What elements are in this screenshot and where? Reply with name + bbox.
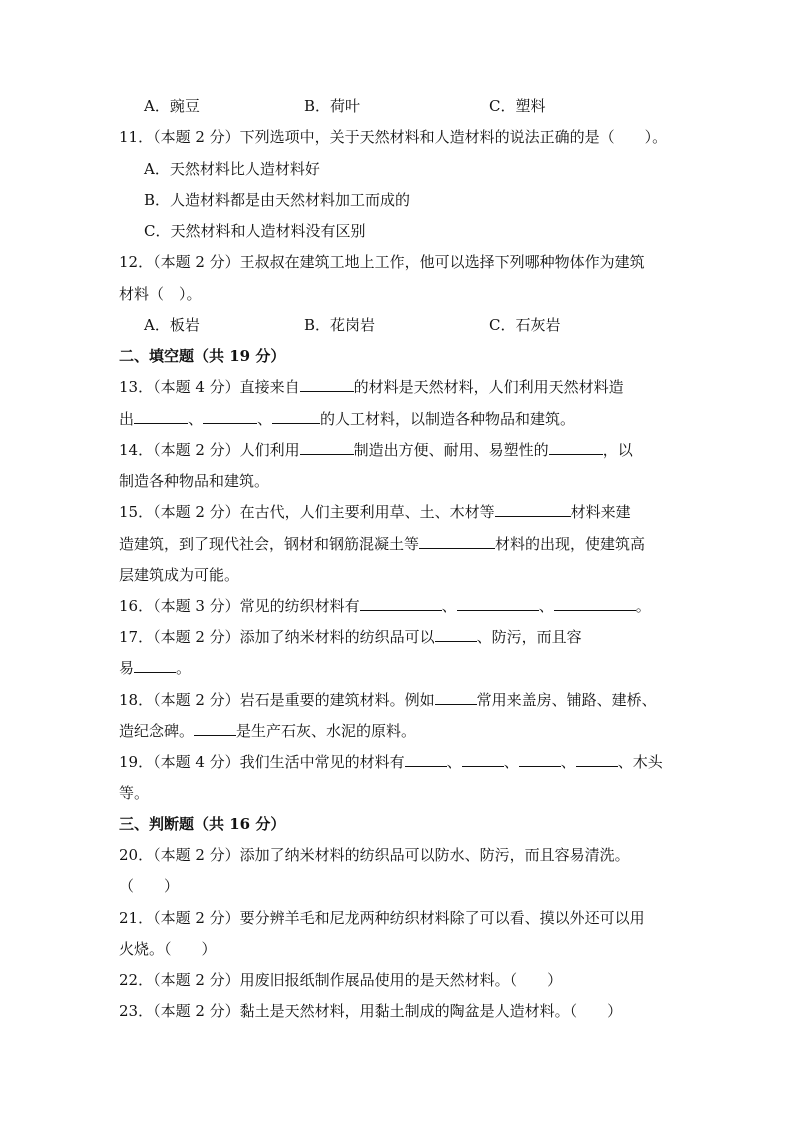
section-fill-blank-title: 二、填空题（共 19 分）	[119, 347, 286, 365]
q13-blank-2[interactable]	[134, 409, 188, 424]
q13-text-d: 、	[188, 410, 204, 428]
q23-stem[interactable]: 23．（本题 2 分）黏土是天然材料，用黏土制成的陶盆是人造材料。（ ）	[119, 1002, 623, 1020]
q13-line2	[119, 409, 575, 429]
q21-stem-cont[interactable]: 火烧。（ ）	[119, 940, 217, 958]
q12-option-a: A．板岩	[144, 316, 200, 334]
q19-sep-3: 、	[560, 753, 576, 771]
q14-line1	[119, 440, 633, 460]
q15-line2	[119, 534, 645, 554]
q17-blank-1[interactable]	[435, 627, 477, 642]
q19-sep-2: 、	[503, 753, 519, 771]
q15-text-c: 造建筑，到了现代社会，钢材和钢筋混凝土等	[119, 535, 420, 553]
q12-stem: 12．（本题 2 分）王叔叔在建筑工地上工作，他可以选择下列哪种物体作为建筑	[119, 253, 645, 271]
q20-answer-bracket[interactable]: （ ）	[119, 877, 180, 895]
q11-stem: 11．（本题 2 分）下列选项中，关于天然材料和人造材料的说法正确的是（ ）。	[119, 128, 668, 146]
q19-blank-2[interactable]	[462, 752, 504, 767]
q11-option-a: A．天然材料比人造材料好	[144, 160, 320, 178]
q22-stem[interactable]: 22．（本题 2 分）用废旧报纸制作展品使用的是天然材料。（ ）	[119, 971, 563, 989]
q13-text-f: 的人工材料，以制造各种物品和建筑。	[320, 410, 576, 428]
q18-blank-1[interactable]	[435, 690, 477, 705]
q13-blank-3[interactable]	[203, 409, 257, 424]
q20-stem: 20．（本题 2 分）添加了纳米材料的纺织品可以防水、防污，而且容易清洗。	[119, 846, 630, 864]
q12-option-b: B．花岗岩	[304, 316, 376, 334]
q13-blank-1[interactable]	[300, 377, 354, 392]
q11-option-b: B．人造材料都是由天然材料加工而成的	[144, 191, 411, 209]
q10-option-c: C．塑料	[489, 97, 546, 115]
q17-text-d: 。	[176, 659, 192, 677]
q17-line1	[119, 627, 582, 647]
q18-line2	[119, 721, 416, 741]
q16-text-a: 16．（本题 3 分）常见的纺织材料有	[119, 597, 360, 615]
q15-line3: 层建筑成为可能。	[119, 566, 240, 584]
section-judgement-title: 三、判断题（共 16 分）	[119, 815, 286, 833]
q19-blank-3[interactable]	[519, 752, 561, 767]
q14-text-b: 制造出方便、耐用、易塑性的	[353, 441, 549, 459]
q16-text-d: 。	[635, 597, 651, 615]
q19-text-a: 19．（本题 4 分）我们生活中常见的材料有	[119, 753, 405, 771]
q18-text-c: 造纪念碑。	[119, 722, 195, 740]
q11-option-c: C．天然材料和人造材料没有区别	[144, 222, 366, 240]
q19-sep-1: 、	[446, 753, 462, 771]
q16-line1	[119, 596, 651, 616]
q16-text-c: 、	[538, 597, 554, 615]
q16-text-b: 、	[441, 597, 457, 615]
q15-line1	[119, 502, 631, 522]
q17-blank-2[interactable]	[134, 658, 176, 673]
q13-text-b: 的材料是天然材料，人们利用天然材料造	[353, 378, 624, 396]
q15-text-d: 材料的出现，使建筑高	[495, 535, 646, 553]
q18-text-d: 是生产石灰、水泥的原料。	[236, 722, 417, 740]
q14-text-a: 14．（本题 2 分）人们利用	[119, 441, 300, 459]
q12-option-c: C．石灰岩	[489, 316, 561, 334]
q15-blank-1[interactable]	[495, 502, 571, 517]
q10-option-a: A．豌豆	[144, 97, 200, 115]
q21-stem: 21．（本题 2 分）要分辨羊毛和尼龙两种纺织材料除了可以看、摸以外还可以用	[119, 909, 645, 927]
q18-blank-2[interactable]	[194, 721, 236, 736]
q19-line2: 等。	[119, 784, 150, 802]
q17-line2	[119, 658, 191, 678]
q19-text-end: 、木头	[617, 753, 663, 771]
q12-stem-cont: 材料（ ）。	[119, 285, 202, 303]
q14-text-c: ，以	[602, 441, 633, 459]
q13-blank-4[interactable]	[272, 409, 320, 424]
q16-blank-1[interactable]	[360, 596, 442, 611]
q14-blank-1[interactable]	[300, 440, 354, 455]
q16-blank-3[interactable]	[554, 596, 636, 611]
q15-blank-2[interactable]	[419, 534, 495, 549]
q19-blank-4[interactable]	[576, 752, 618, 767]
q15-text-a: 15．（本题 2 分）在古代，人们主要利用草、土、木材等	[119, 503, 495, 521]
q17-text-b: 、防污，而且容	[476, 628, 582, 646]
q18-text-b: 常用来盖房、铺路、建桥、	[476, 691, 657, 709]
q13-text-c: 出	[119, 410, 135, 428]
q14-line2: 制造各种物品和建筑。	[119, 472, 270, 490]
q19-blank-1[interactable]	[405, 752, 447, 767]
q16-blank-2[interactable]	[457, 596, 539, 611]
q13-line1	[119, 377, 624, 397]
q19-line1	[119, 752, 663, 772]
q17-text-a: 17．（本题 2 分）添加了纳米材料的纺织品可以	[119, 628, 435, 646]
q15-text-b: 材料来建	[570, 503, 631, 521]
q13-text-a: 13．（本题 4 分）直接来自	[119, 378, 300, 396]
q18-line1	[119, 690, 657, 710]
q10-option-b: B．荷叶	[304, 97, 361, 115]
q17-text-c: 易	[119, 659, 135, 677]
q13-text-e: 、	[257, 410, 273, 428]
q14-blank-2[interactable]	[549, 440, 603, 455]
q18-text-a: 18．（本题 2 分）岩石是重要的建筑材料。例如	[119, 691, 435, 709]
